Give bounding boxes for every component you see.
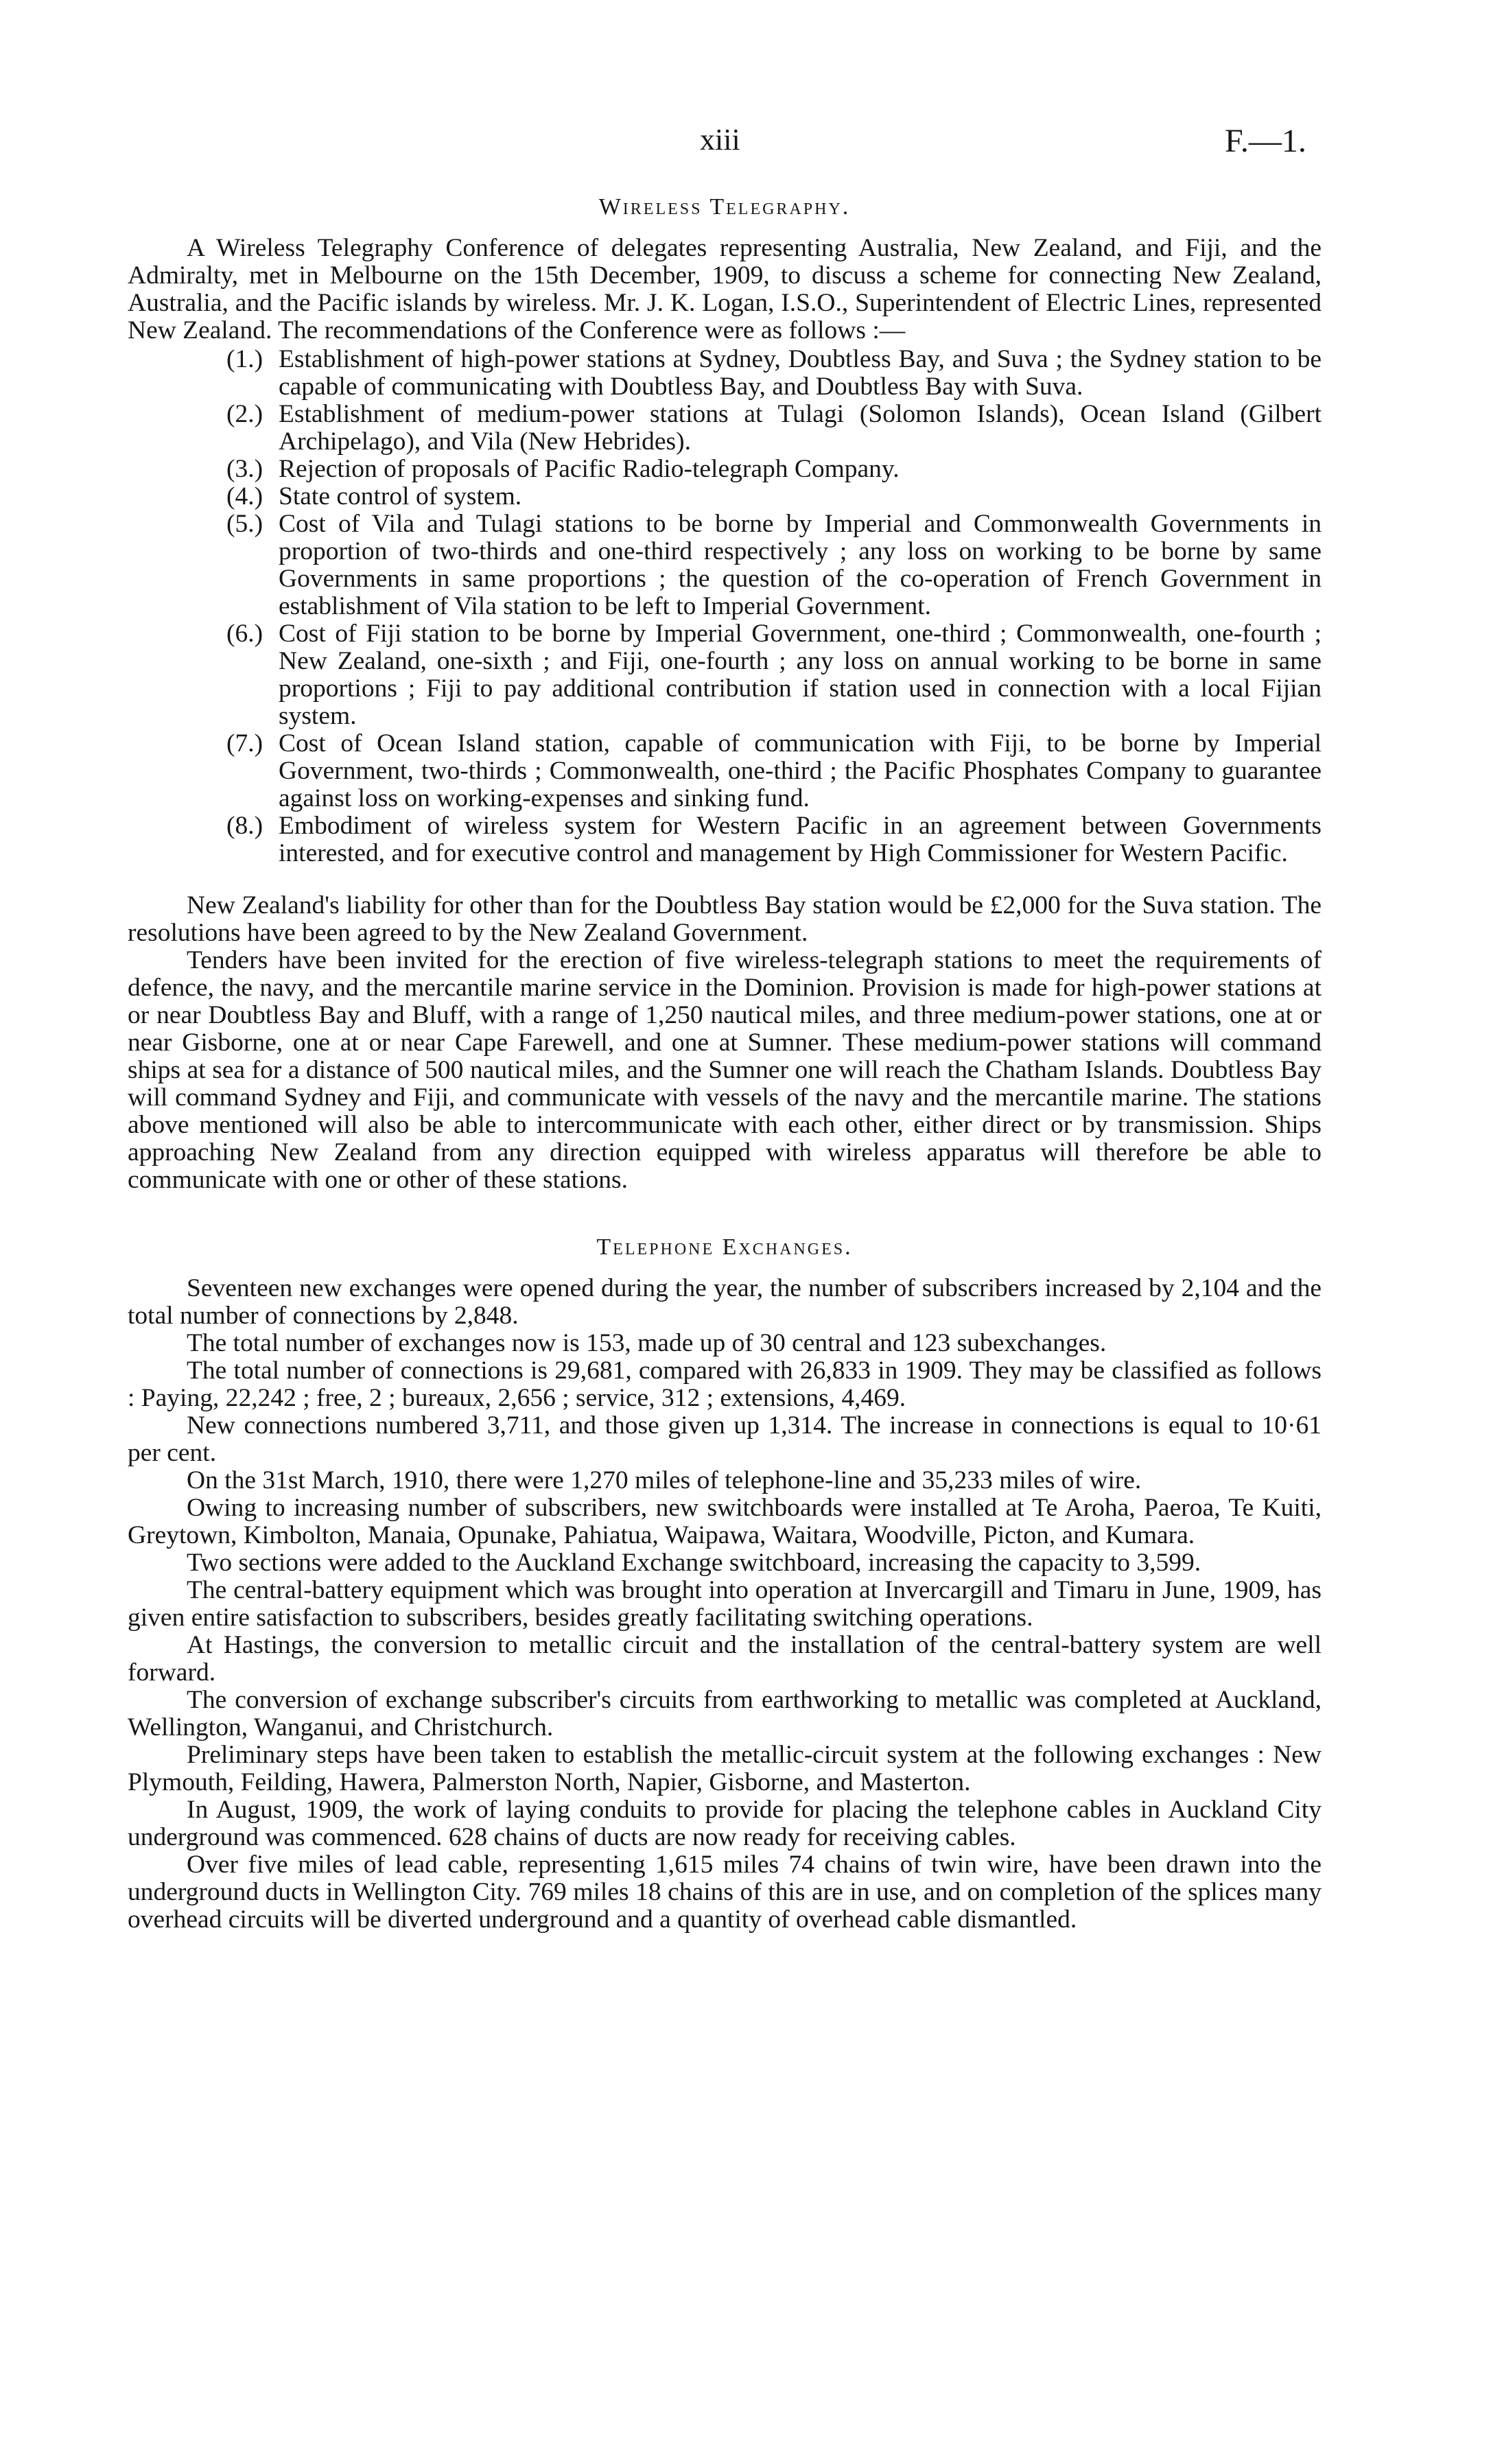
telephone-paragraph: The conversion of exchange subscriber's circuits from earthworking to metallic was completed at Auckland, Wellington, Wanganui, and Christchurch. xyxy=(128,1686,1322,1741)
telephone-paragraph: The total number of connections is 29,681, compared with 26,833 in 1909. They may be classified as follows : Paying, 22,242 ; free, 2 ; bureaux, 2,656 ; service, 312 ; extensions, 4,469. xyxy=(128,1357,1322,1412)
recommendation-text: Cost of Ocean Island station, capable of communication with Fiji, to be borne by Imperial Government, two-thirds ; Commonwealth, one-third ; the Pacific Phosphates Company to guarantee against loss on working-expenses and sinking fund. xyxy=(279,729,1322,812)
page-header xyxy=(0,122,1491,170)
recommendation-number: (7.) xyxy=(226,729,263,758)
recommendation-text: Establishment of medium-power stations at Tulagi (Solomon Islands), Ocean Island (Gilbert Archipelago), and Vila (New Hebrides). xyxy=(279,400,1322,456)
recommendation-text: Cost of Fiji station to be borne by Imperial Government, one-third ; Commonwealth, one-fourth ; New Zealand, one-sixth ; and Fiji, one-fourth ; any loss on annual working to be borne in same proportions ; Fiji to pay additional contribution if station used in connection with a local Fijian system. xyxy=(279,620,1322,730)
recommendations-list xyxy=(128,346,1322,867)
wireless-paragraph: New Zealand's liability for other than for the Doubtless Bay station would be £2,000 for the Suva station. The resolutions have been agreed to by the New Zealand Government. xyxy=(128,891,1322,947)
recommendation-number: (4.) xyxy=(226,482,263,511)
recommendation-item xyxy=(226,456,1322,483)
recommendation-number: (2.) xyxy=(226,400,263,428)
telephone-paragraph: On the 31st March, 1910, there were 1,270 miles of telephone-line and 35,233 miles of wire. xyxy=(187,1466,1142,1494)
page-number: xiii xyxy=(700,123,740,156)
recommendation-number: (1.) xyxy=(226,345,263,373)
section-title-wireless: Wireless Telegraphy. xyxy=(598,194,851,220)
recommendation-text: Embodiment of wireless system for Western Pacific in an agreement between Governments interested, and for executive control and management by High Commissioner for Western Pacific. xyxy=(279,812,1322,867)
recommendation-number: (5.) xyxy=(226,510,263,538)
telephone-paragraph: Preliminary steps have been taken to establish the metallic-circuit system at the following exchanges : New Plymouth, Feilding, Hawera, Palmerston North, Napier, Gisborne, and Masterton. xyxy=(128,1741,1322,1796)
recommendation-item xyxy=(226,511,1322,620)
recommendation-item xyxy=(226,812,1322,867)
recommendation-item xyxy=(226,730,1322,812)
wireless-intro: A Wireless Telegraphy Conference of delegates representing Australia, New Zealand, and Fiji, and the Admiralty, met in Melbourne on the 15th December, 1909, to discuss a scheme for connecting New Zealand, Australia, and the Pacific islands by wireless. Mr. J. K. Logan, I.S.O., Superintendent of Electric Lines, represented New Zealand. The recommendations of the Conference were as follows :— xyxy=(128,234,1322,344)
recommendation-item xyxy=(226,401,1322,456)
telephone-paragraph: Over five miles of lead cable, representing 1,615 miles 74 chains of twin wire, have been drawn into the underground ducts in Wellington City. 769 miles 18 chains of this are in use, and on completion of the splices many overhead circuits will be diverted underground and a quantity of overhead cable dismantled. xyxy=(128,1851,1322,1934)
recommendation-text: Cost of Vila and Tulagi stations to be borne by Imperial and Commonwealth Governments in proportion of two-thirds and one-third respectively ; any loss on working to be borne by same Governments in same proportions ; the question of the co-operation of French Government in establishment of Vila station to be left to Imperial Government. xyxy=(279,510,1322,620)
document-reference: F.—1. xyxy=(1225,123,1306,159)
recommendation-text: Establishment of high-power stations at Sydney, Doubtless Bay, and Suva ; the Sydney station to be capable of communicating with Doubtless Bay, and Doubtless Bay with Suva. xyxy=(279,345,1322,401)
page-content xyxy=(128,193,1322,1934)
telephone-paragraph: Seventeen new exchanges were opened during the year, the number of subscribers increased by 2,104 and the total number of connections by 2,848. xyxy=(128,1274,1322,1330)
recommendation-item xyxy=(226,346,1322,401)
recommendation-item xyxy=(226,620,1322,730)
section-title-telephone: Telephone Exchanges. xyxy=(596,1234,853,1260)
recommendation-number: (6.) xyxy=(226,620,263,648)
recommendation-number: (3.) xyxy=(226,455,263,483)
telephone-paragraph: Two sections were added to the Auckland Exchange switchboard, increasing the capacity to 3,599. xyxy=(187,1549,1201,1577)
telephone-paragraph: The central-battery equipment which was brought into operation at Invercargill and Timaru in June, 1909, has given entire satisfaction to subscribers, besides greatly facilitating switching operations. xyxy=(128,1576,1322,1632)
telephone-paragraph: At Hastings, the conversion to metallic circuit and the installation of the central-battery system are well forward. xyxy=(128,1631,1322,1687)
telephone-paragraph: The total number of exchanges now is 153, made up of 30 central and 123 subexchanges. xyxy=(187,1329,1107,1357)
recommendation-text: Rejection of proposals of Pacific Radio-telegraph Company. xyxy=(279,455,900,483)
recommendation-item xyxy=(226,483,1322,511)
telephone-paragraph: Owing to increasing number of subscribers, new switchboards were installed at Te Aroha, Paeroa, Te Kuiti, Greytown, Kimbolton, Manaia, Opunake, Pahiatua, Waipawa, Waitara, Woodville, Picton, and Kumara. xyxy=(128,1494,1322,1549)
wireless-paragraph: Tenders have been invited for the erection of five wireless-telegraph stations to meet the requirements of defence, the navy, and the mercantile marine service in the Dominion. Provision is made for high-power stations at or near Doubtless Bay and Bluff, with a range of 1,250 nautical miles, and three medium-power stations, one at or near Gisborne, one at or near Cape Farewell, and one at Sumner. These medium-power stations will command ships at sea for a distance of 500 nautical miles, and the Sumner one will reach the Chatham Islands. Doubtless Bay will command Sydney and Fiji, and communicate with vessels of the navy and the mercantile marine. The stations above mentioned will also be able to intercommunicate with each other, either direct or by transmission. Ships approaching New Zealand from any direction equipped with wireless apparatus will therefore be able to communicate with one or other of these stations. xyxy=(128,946,1322,1194)
telephone-paragraph: New connections numbered 3,711, and those given up 1,314. The increase in connections is equal to 10·61 per cent. xyxy=(128,1411,1322,1467)
recommendation-text: State control of system. xyxy=(279,482,522,511)
telephone-paragraph: In August, 1909, the work of laying conduits to provide for placing the telephone cables in Auckland City underground was commenced. 628 chains of ducts are now ready for receiving cables. xyxy=(128,1796,1322,1851)
recommendation-number: (8.) xyxy=(226,812,263,840)
